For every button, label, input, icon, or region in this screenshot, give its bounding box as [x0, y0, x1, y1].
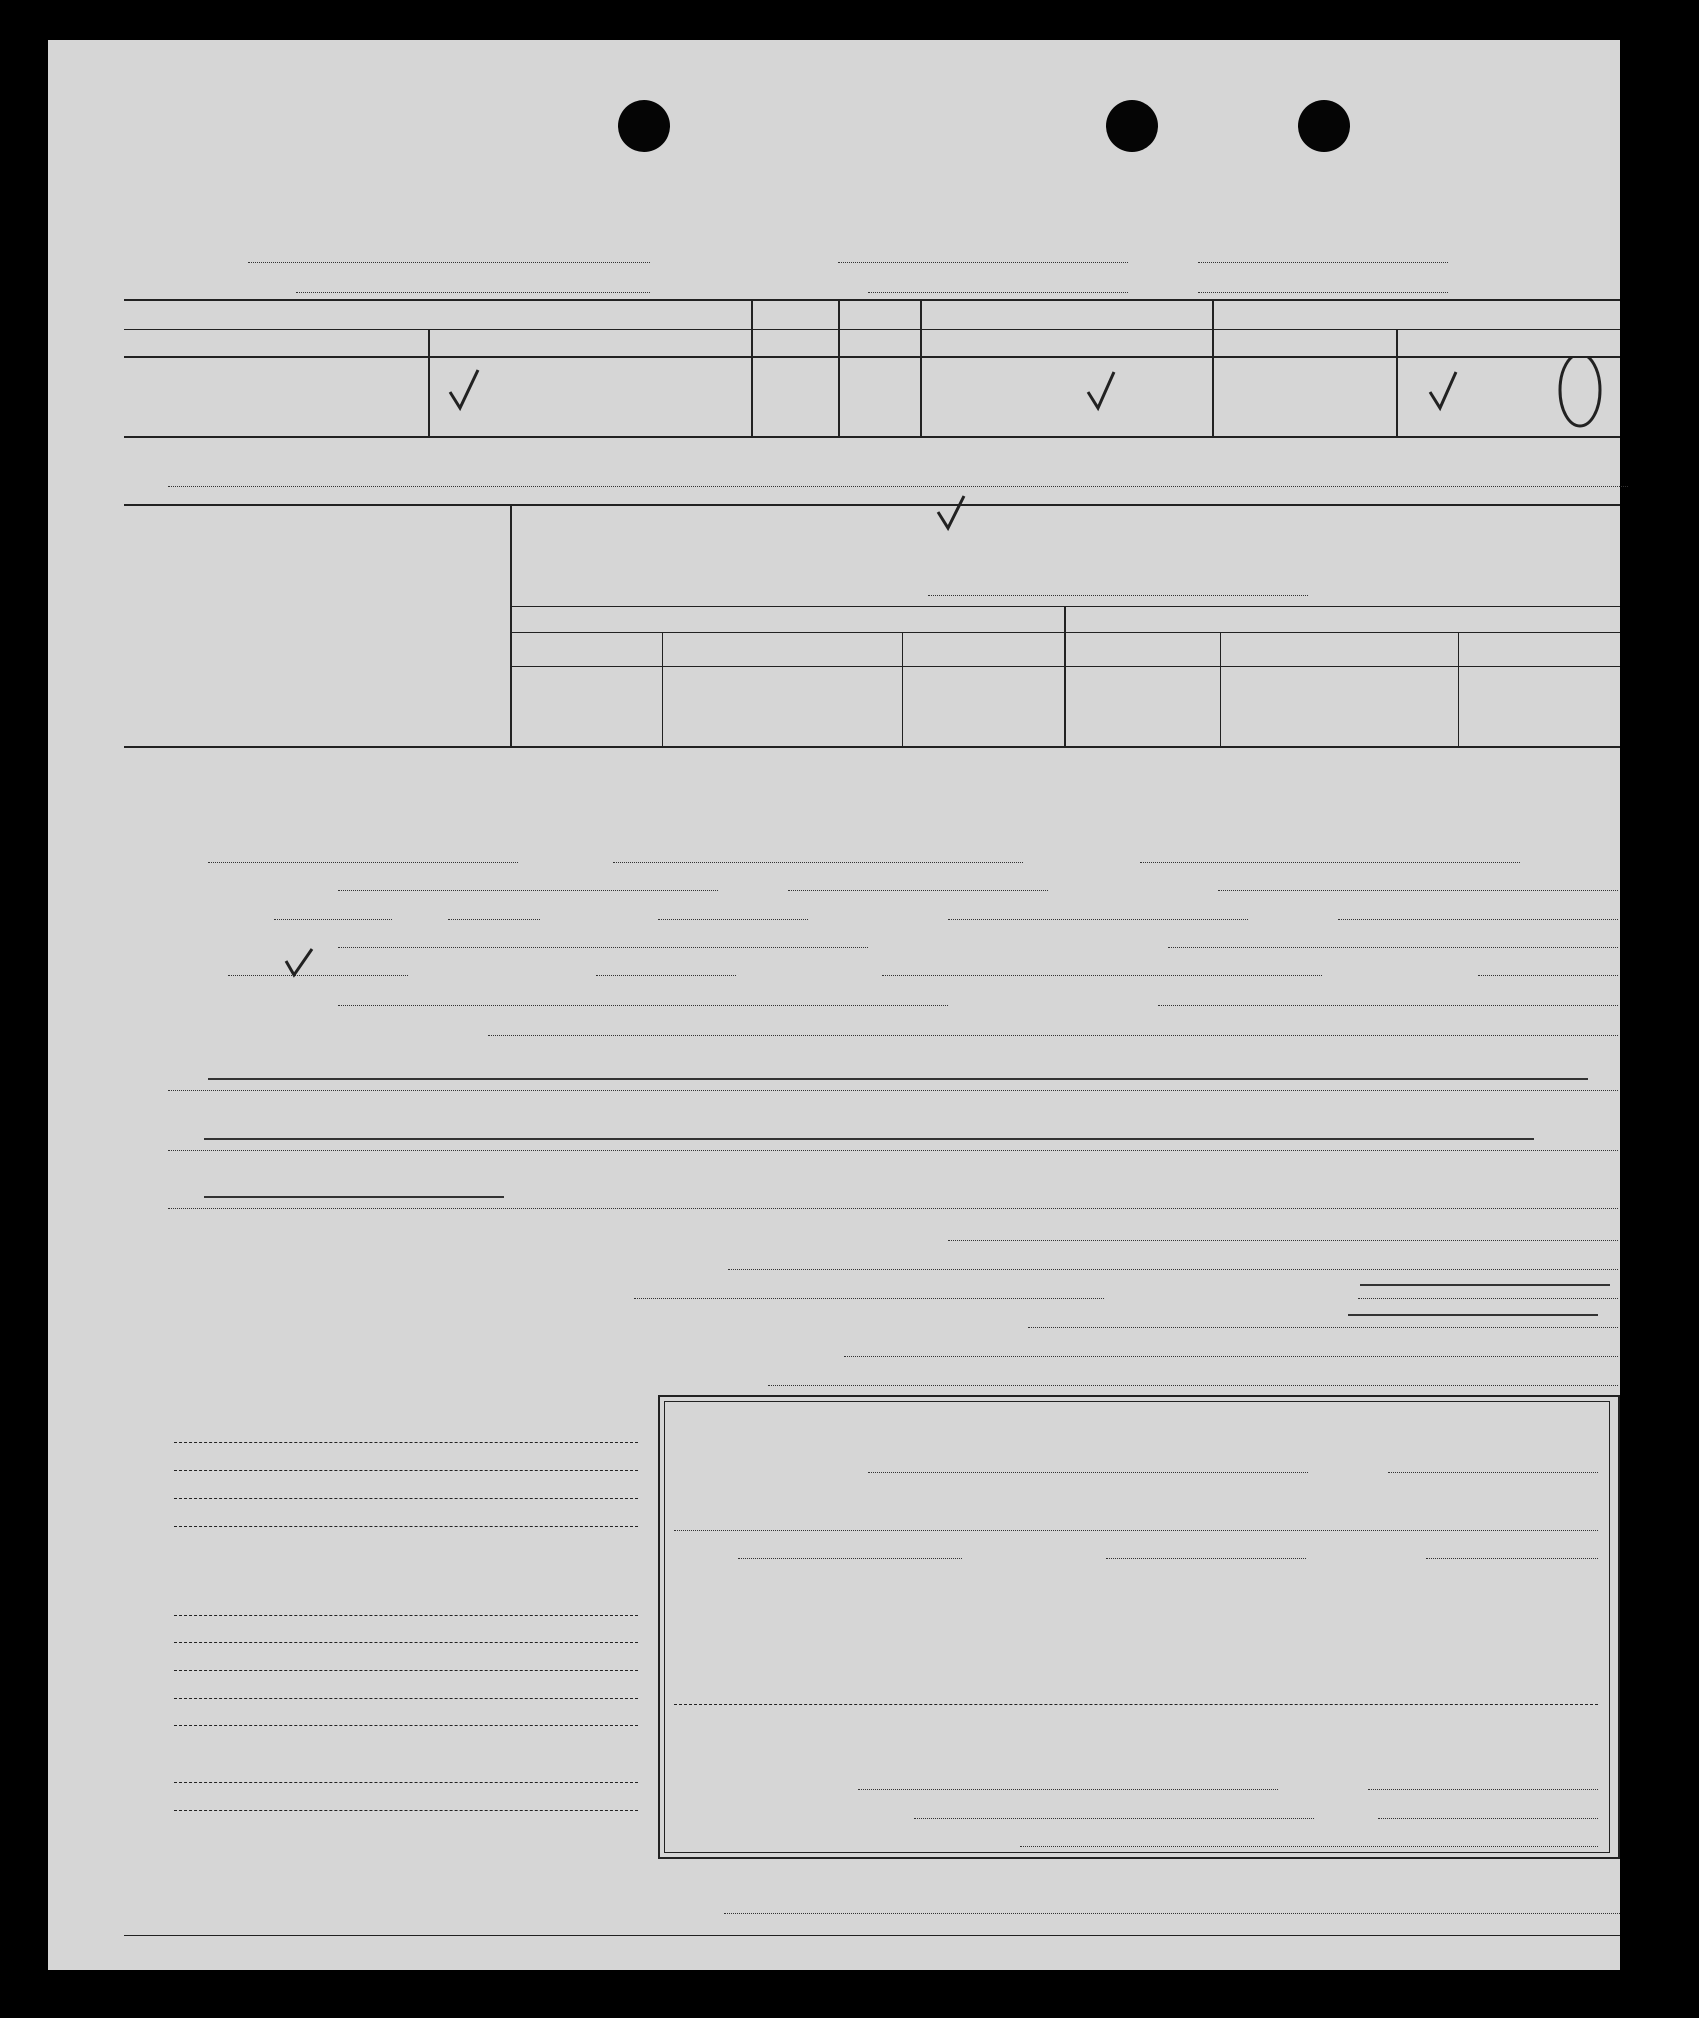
- table-checkmarks: [398, 358, 1698, 438]
- race-checkmark: [280, 945, 320, 981]
- punch-hole-left: [618, 100, 670, 152]
- form-sheet: [48, 40, 1620, 1970]
- punch-hole-right: [1298, 100, 1350, 152]
- punch-hole-center: [1106, 100, 1158, 152]
- dest-checkmark: [928, 486, 988, 546]
